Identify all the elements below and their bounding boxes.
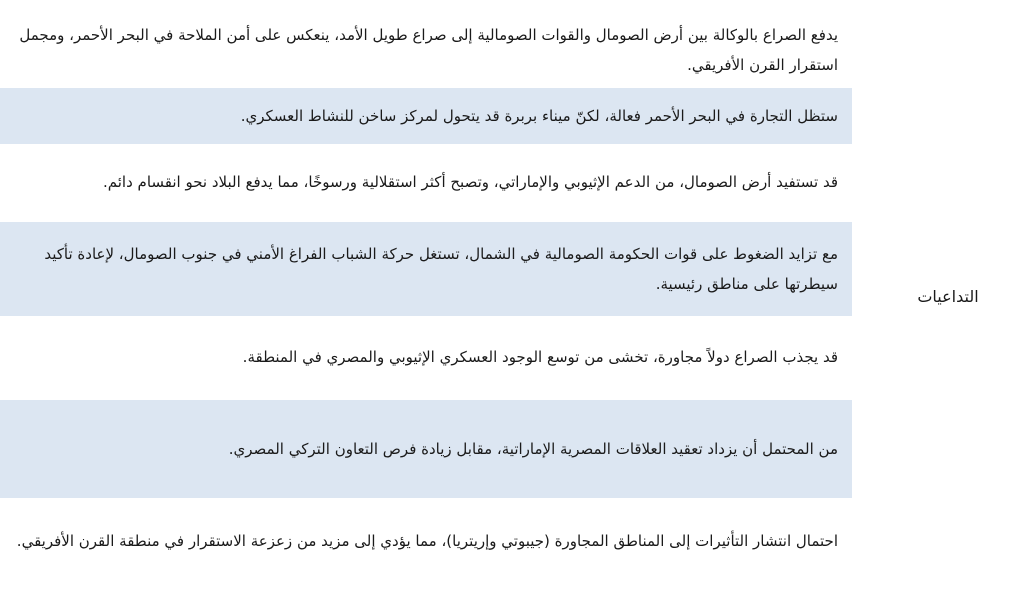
implication-text: احتمال انتشار التأثيرات إلى المناطق المجاورة (جيبوتي وإريتريا)، مما يؤدي إلى مزيد من زعزعة الاستقرار في منطقة القرن الأفريقي. <box>16 532 838 550</box>
implication-text: قد تستفيد أرض الصومال، من الدعم الإثيوبي والإماراتي، وتصبح أكثر استقلالية ورسوخًا، مما يدفع البلاد نحو انقسام دائم. <box>103 173 838 191</box>
implication-row <box>0 498 852 584</box>
implication-text: من المحتمل أن يزداد تعقيد العلاقات المصرية الإماراتية، مقابل زيادة فرص التعاون التركي المصري. <box>228 440 838 458</box>
implication-row <box>0 88 852 144</box>
implication-text: مع تزايد الضغوط على قوات الحكومة الصومالية في الشمال، تستغل حركة الشباب الفراغ الأمني في جنوب الصومال، لإعادة تأكيد سيطرتها على مناطق رئيسية. <box>44 245 838 293</box>
implication-row <box>0 222 852 316</box>
implication-row <box>0 144 852 220</box>
implication-row <box>0 316 852 398</box>
implication-row <box>0 400 852 498</box>
implication-text: يدفع الصراع بالوكالة بين أرض الصومال والقوات الصومالية إلى صراع طويل الأمد، ينعكس على أمن الملاحة في البحر الأحمر، ومجمل استقرار القرن الأفريقي. <box>19 26 838 74</box>
implication-text: قد يجذب الصراع دولاً مجاورة، تخشى من توسع الوجود العسكري الإثيوبي والمصري في المنطقة. <box>242 348 838 366</box>
category-cell <box>852 0 1024 593</box>
implication-text: ستظل التجارة في البحر الأحمر فعالة، لكنّ ميناء بربرة قد يتحول لمركز ساخن للنشاط العسكري. <box>240 107 838 125</box>
category-label: التداعيات <box>917 287 979 306</box>
implication-row <box>0 12 852 88</box>
